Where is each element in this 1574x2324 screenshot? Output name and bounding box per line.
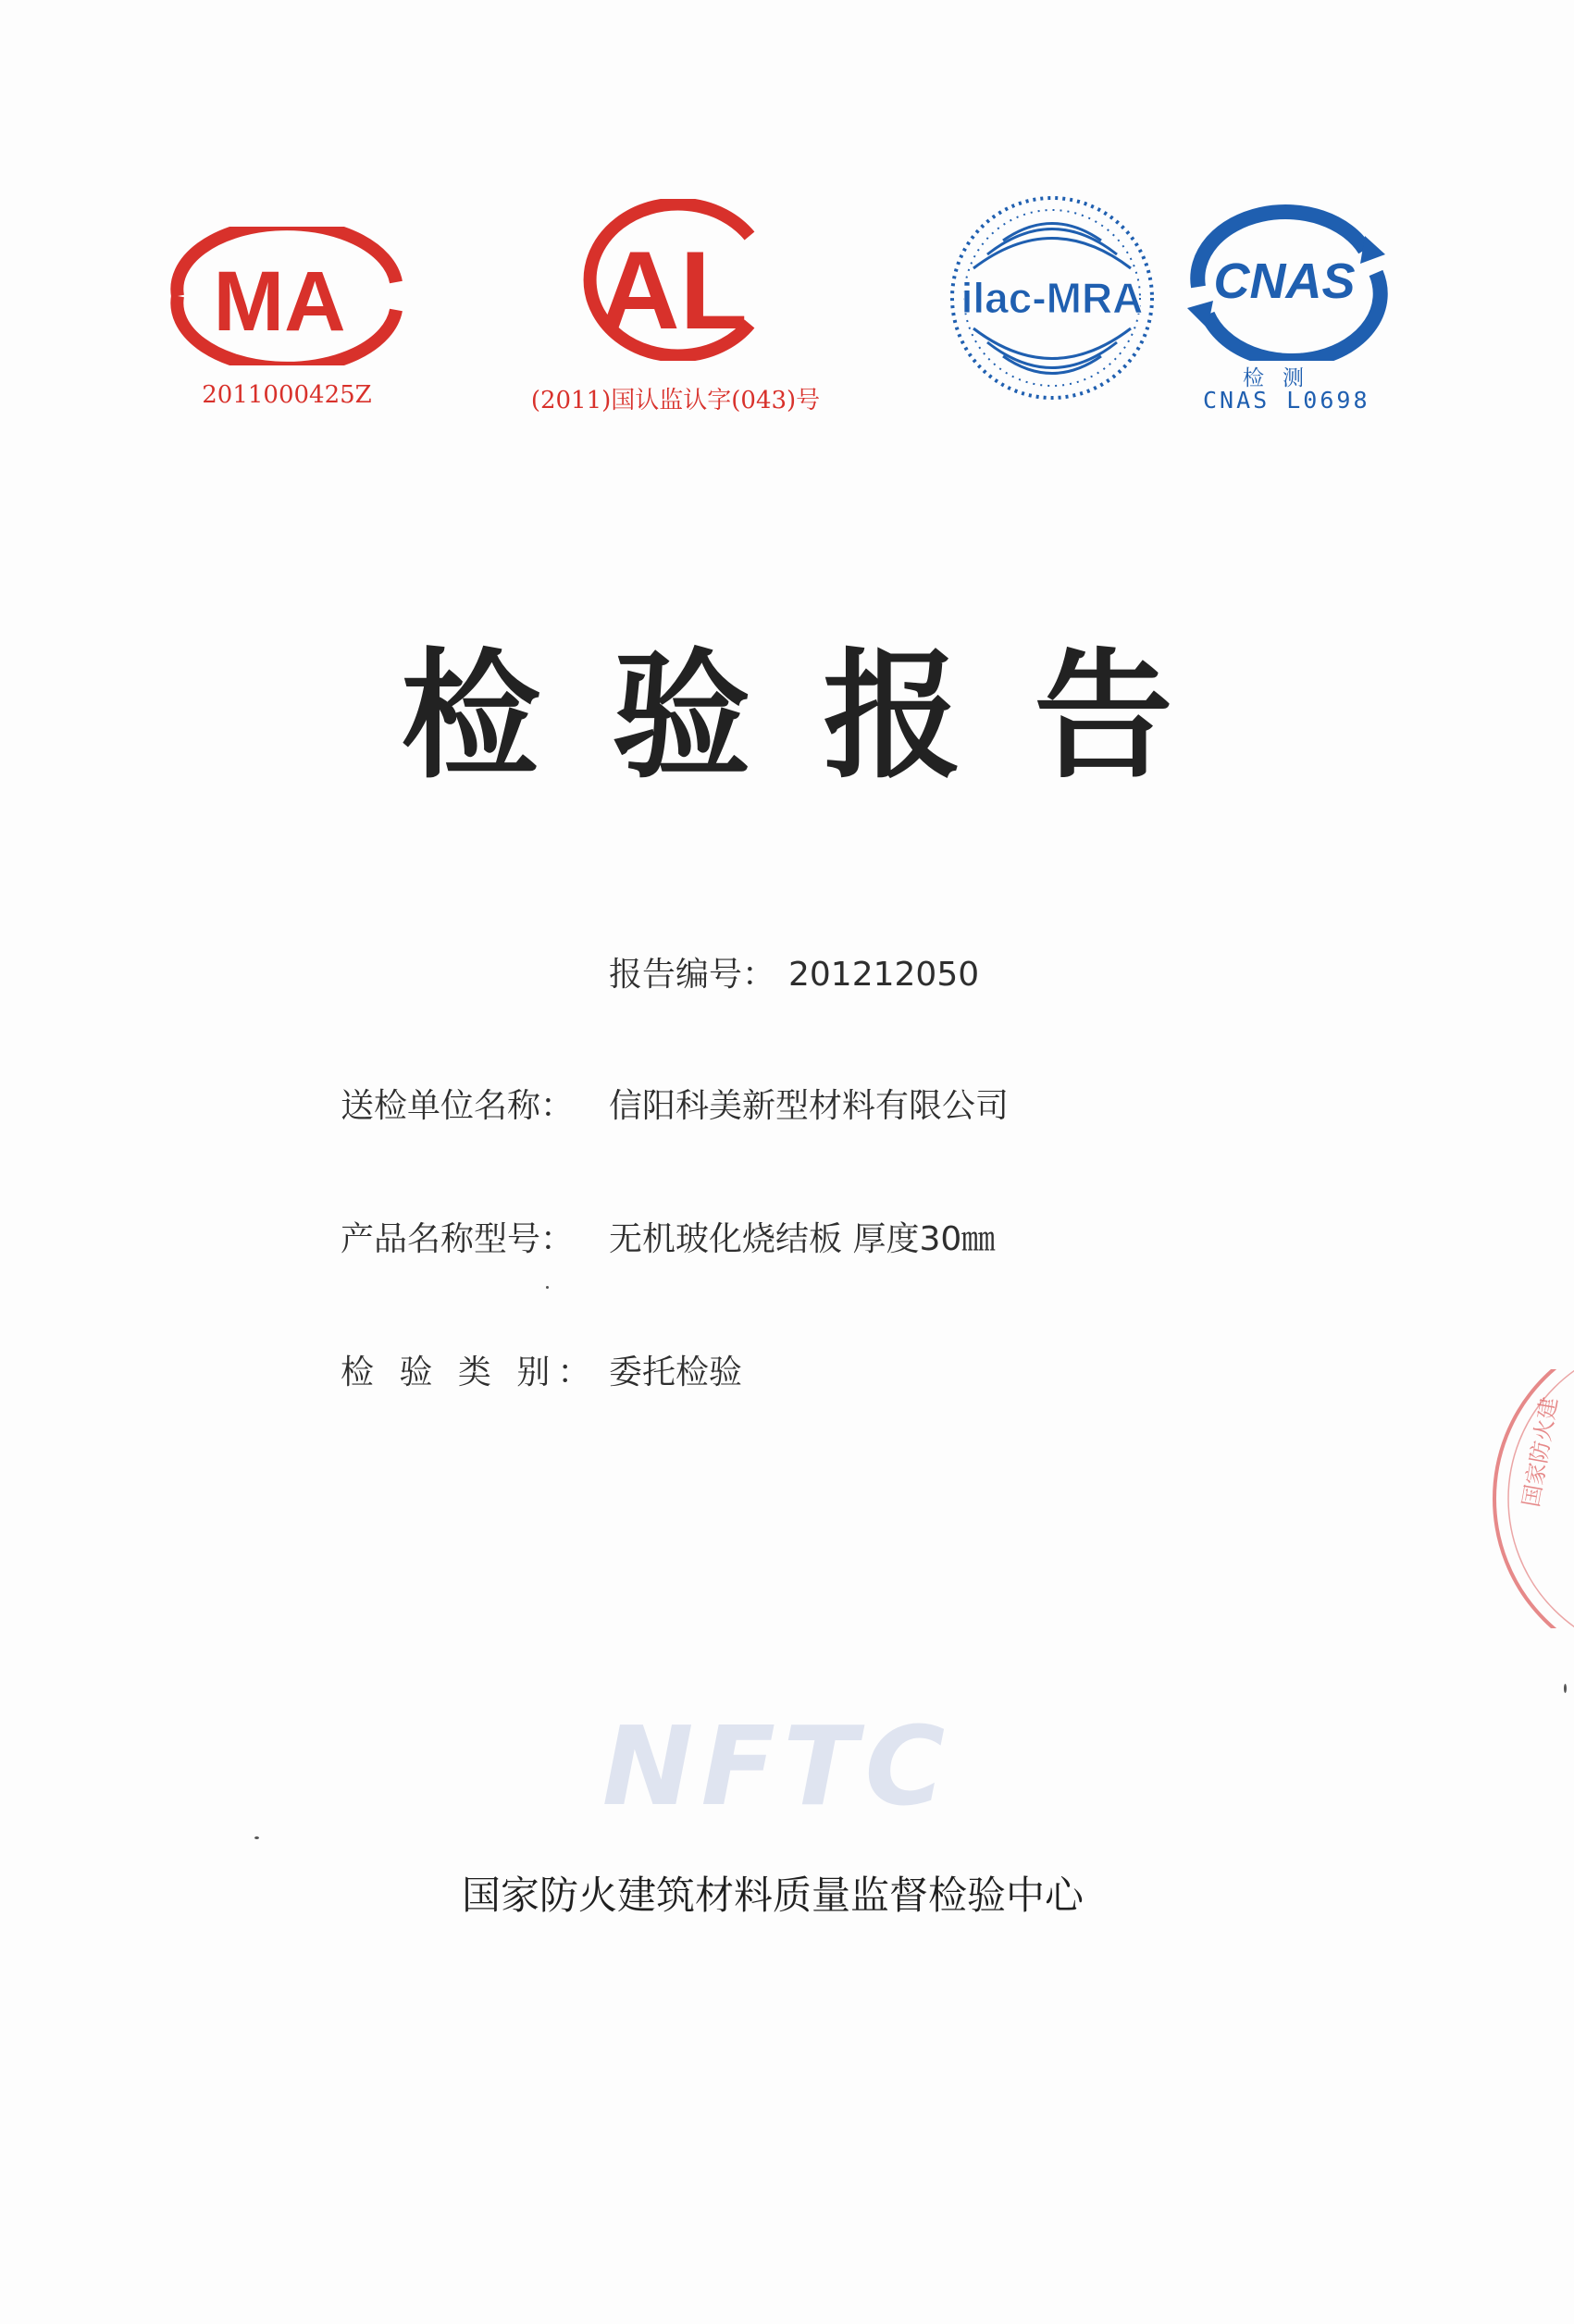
client-name-value: 信阳科美新型材料有限公司 (609, 1087, 1010, 1125)
cnas-caption: CNAS L0698 (1203, 387, 1370, 414)
inspection-type-value: 委托检验 (609, 1354, 743, 1391)
scan-speck (254, 1836, 259, 1839)
cnas-logo (1180, 199, 1393, 361)
ilac-mra-icon (946, 190, 1159, 407)
cma-caption: 2011000425Z (202, 381, 372, 409)
cma-logo (167, 227, 407, 365)
issuing-organization: 国家防火建筑材料质量监督检验中心 (461, 1873, 1084, 1918)
cma-icon (167, 227, 407, 365)
svg-text:MA: MA (213, 254, 346, 349)
product-name-value: 无机玻化烧结板 厚度30㎜ (609, 1220, 996, 1258)
report-number-value: 201212050 (788, 956, 980, 994)
cal-icon (574, 199, 782, 361)
red-seal-stamp (1481, 1369, 1574, 1628)
svg-text:ilac-MRA: ilac-MRA (961, 274, 1144, 322)
inspection-type-label: 检 验 类 别： (341, 1354, 599, 1391)
scan-speck (546, 1286, 549, 1289)
ilac-mra-logo (946, 190, 1159, 407)
svg-text:AL: AL (600, 229, 748, 352)
nftc-watermark: NFTC (601, 1702, 953, 1830)
cnas-icon (1180, 199, 1393, 361)
cal-caption: (2011)国认监认字(043)号 (530, 387, 821, 414)
seal-icon (1481, 1369, 1574, 1628)
page-title: 检验报告 (401, 637, 1246, 797)
report-number-label: 报告编号： (609, 956, 776, 994)
client-name-label: 送检单位名称： (341, 1087, 575, 1125)
svg-text:国家防火建: 国家防火建 (1518, 1395, 1563, 1510)
scan-speck (1564, 1684, 1567, 1693)
cal-logo (574, 199, 782, 361)
product-name-label: 产品名称型号： (341, 1220, 575, 1258)
cnas-sub-label: 检测 (1243, 366, 1322, 390)
svg-text:CNAS: CNAS (1213, 253, 1356, 309)
